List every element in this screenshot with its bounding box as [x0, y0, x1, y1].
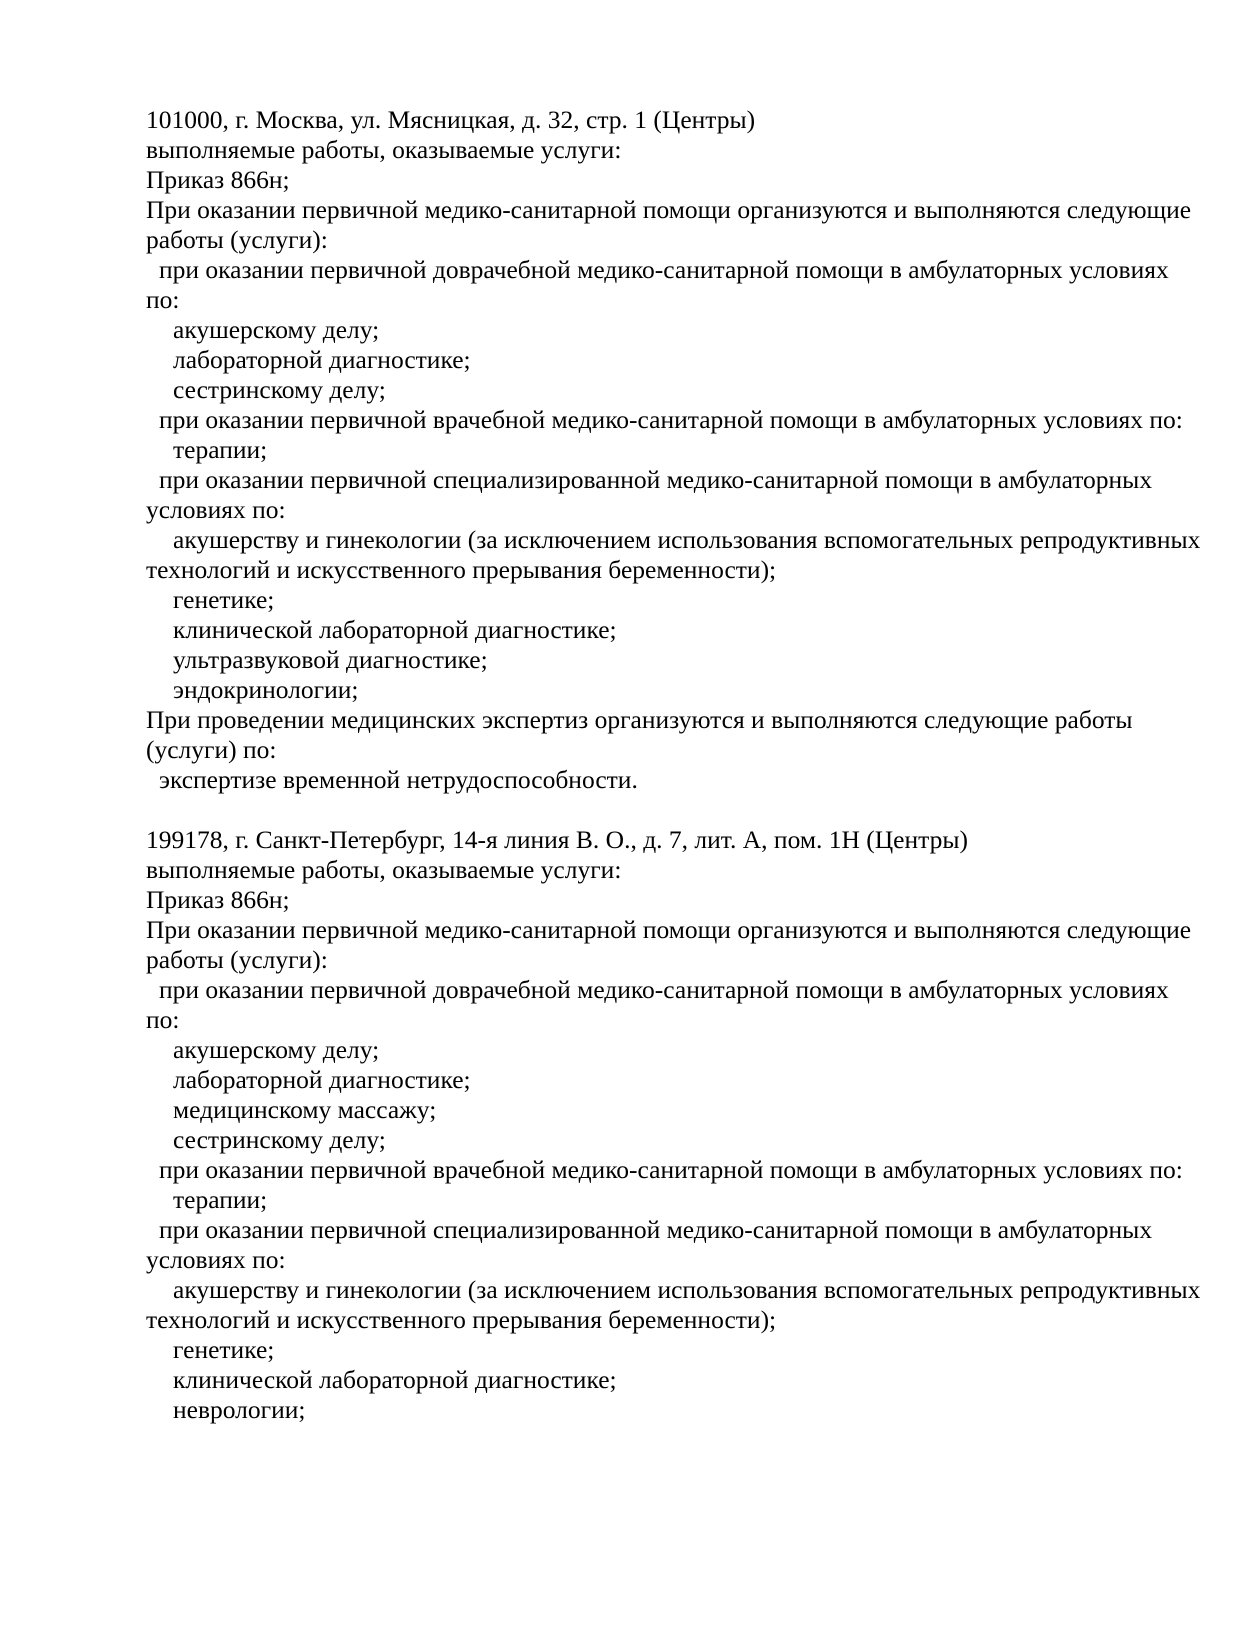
text-line: акушерству и гинекологии (за исключением использования вспомогательных репродуктивных [173, 1275, 1201, 1304]
text-line: акушерскому делу; [173, 1035, 380, 1064]
text-line: эндокринологии; [173, 675, 359, 704]
text-line: (услуги) по: [146, 735, 277, 764]
text-line: работы (услуги): [146, 945, 328, 974]
text-line: по: [146, 1005, 180, 1034]
license-works-services-text [146, 105, 1206, 1425]
text-line: условиях по: [146, 495, 286, 524]
text-line: 199178, г. Санкт-Петербург, 14-я линия В. О., д. 7, лит. А, пом. 1Н (Центры) [146, 825, 968, 854]
text-line: акушерству и гинекологии (за исключением использования вспомогательных репродуктивных [173, 525, 1201, 554]
text-line: лабораторной диагностике; [173, 1065, 471, 1094]
text-line: при оказании первичной доврачебной медико-санитарной помощи в амбулаторных условиях [159, 975, 1169, 1004]
text-line: сестринскому делу; [173, 375, 386, 404]
text-line: лабораторной диагностике; [173, 345, 471, 374]
text-line: сестринскому делу; [173, 1125, 386, 1154]
text-line: по: [146, 285, 180, 314]
text-line: при оказании первичной врачебной медико-санитарной помощи в амбулаторных условиях по: [159, 1155, 1183, 1184]
text-line: при оказании первичной специализированной медико-санитарной помощи в амбулаторных [159, 465, 1153, 494]
text-line: медицинскому массажу; [173, 1095, 437, 1124]
text-line: при оказании первичной врачебной медико-санитарной помощи в амбулаторных условиях по: [159, 405, 1183, 434]
address-block-moscow [146, 105, 1206, 795]
text-line: клинической лабораторной диагностике; [173, 615, 617, 644]
text-line: терапии; [173, 1185, 268, 1214]
text-line: генетике; [173, 1335, 275, 1364]
text-line: экспертизе временной нетрудоспособности. [159, 765, 638, 794]
text-line: акушерскому делу; [173, 315, 380, 344]
text-line: Приказ 866н; [146, 885, 290, 914]
text-line: работы (услуги): [146, 225, 328, 254]
text-line: клинической лабораторной диагностике; [173, 1365, 617, 1394]
text-line: 101000, г. Москва, ул. Мясницкая, д. 32, стр. 1 (Центры) [146, 105, 756, 134]
text-line: терапии; [173, 435, 268, 464]
address-block-spb [146, 825, 1206, 1425]
text-line: при оказании первичной специализированной медико-санитарной помощи в амбулаторных [159, 1215, 1153, 1244]
text-line: при оказании первичной доврачебной медико-санитарной помощи в амбулаторных условиях [159, 255, 1169, 284]
text-line: технологий и искусственного прерывания беременности); [146, 1305, 777, 1334]
text-line: При проведении медицинских экспертиз организуются и выполняются следующие работы [146, 705, 1133, 734]
text-line: Приказ 866н; [146, 165, 290, 194]
text-line: условиях по: [146, 1245, 286, 1274]
text-line: При оказании первичной медико-санитарной помощи организуются и выполняются следующие [146, 915, 1192, 944]
text-line: ультразвуковой диагностике; [173, 645, 488, 674]
text-line: При оказании первичной медико-санитарной помощи организуются и выполняются следующие [146, 195, 1192, 224]
text-line: выполняемые работы, оказываемые услуги: [146, 855, 622, 884]
text-line: выполняемые работы, оказываемые услуги: [146, 135, 622, 164]
text-line: неврологии; [173, 1395, 306, 1424]
text-line: генетике; [173, 585, 275, 614]
text-line: технологий и искусственного прерывания беременности); [146, 555, 777, 584]
